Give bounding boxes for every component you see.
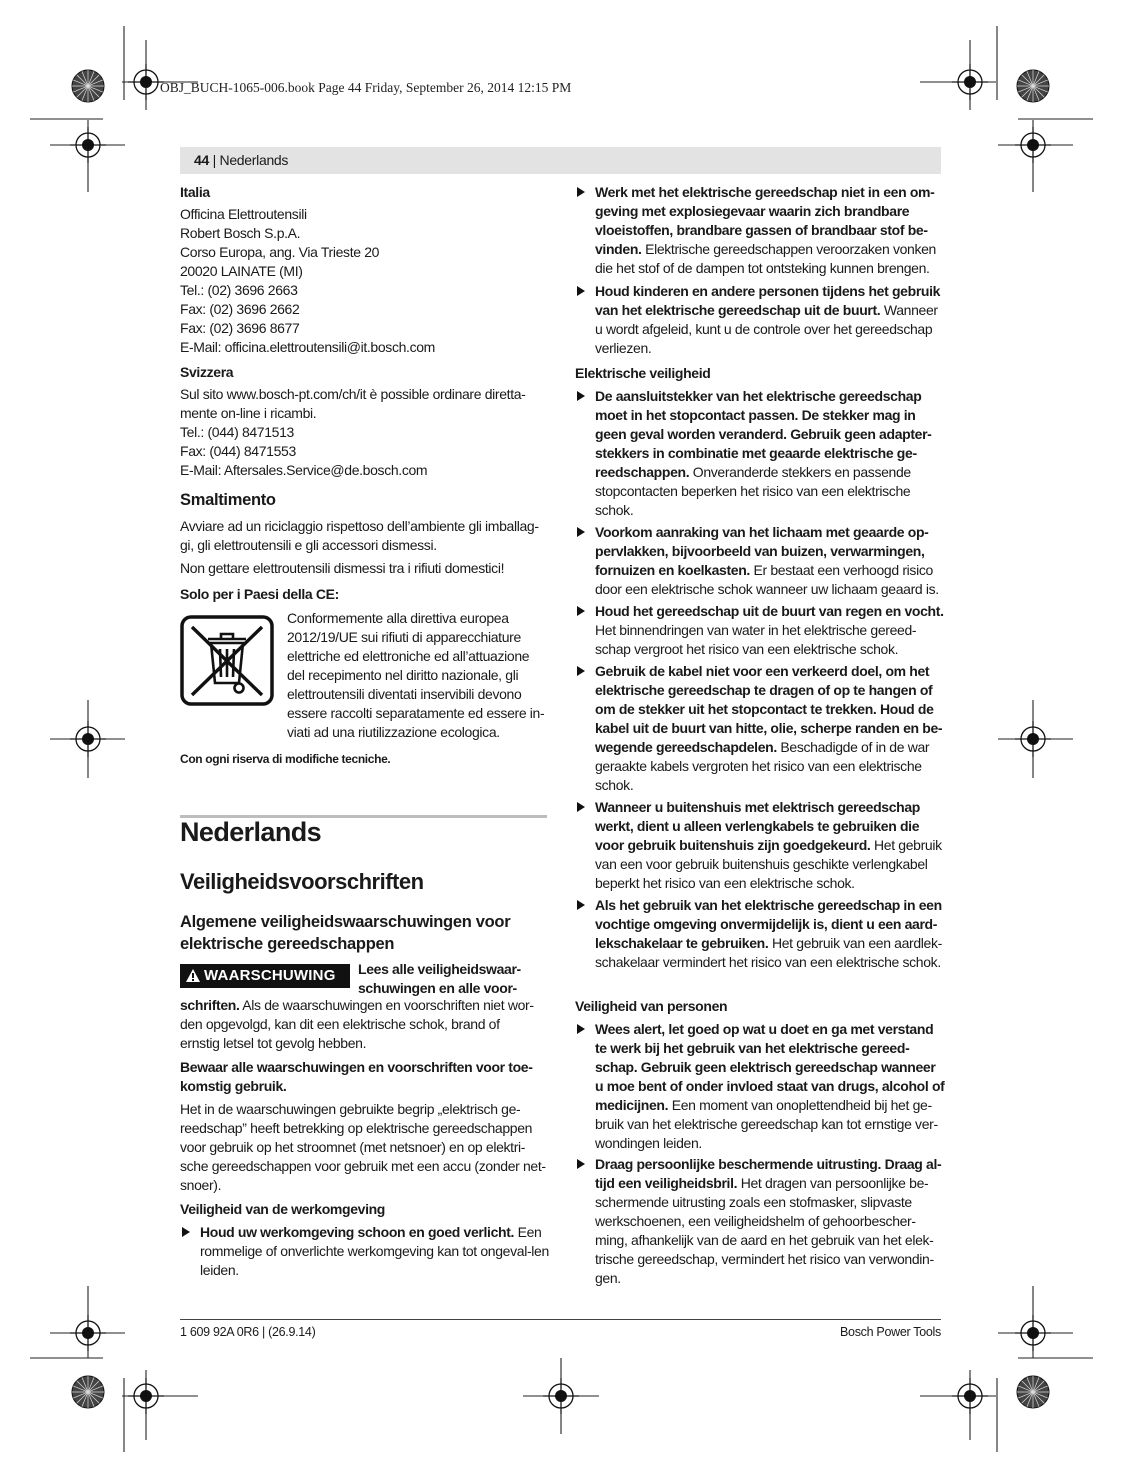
heading-algemene [180, 911, 550, 955]
text-line: komstig gebruik. [180, 1078, 287, 1094]
begrip-paragraph [180, 1100, 552, 1195]
bullet-arrow-icon [577, 286, 585, 296]
text-line: viati ad una riutilizzazione ecologica. [287, 724, 500, 740]
header-separator: | [208, 152, 220, 168]
bullet-arrow-icon [577, 391, 585, 401]
bold-text: Wanneer u buitenshuis met elektrisch gereedschap werkt, dient u alleen verlengkabels te gebruiken die voor gebruik buitenshuis zijn goedgekeurd. [595, 799, 921, 853]
registration-mark-icon [1015, 1315, 1051, 1351]
text-line: Het in de waarschuwingen gebruikte begrip „elektrisch ge- [180, 1101, 521, 1117]
italia-section [180, 183, 550, 357]
weee-bin-icon [180, 615, 274, 706]
bullet-arrow-icon [577, 1024, 585, 1034]
page-number: 44 [194, 152, 209, 168]
heading-veiligheidsvoorschriften: Veiligheidsvoorschriften [180, 869, 424, 894]
bewaar-paragraph [180, 1058, 552, 1096]
text-span: Als de waarschuwingen en voorschriften niet wor- [239, 997, 534, 1013]
elektrische-veiligheid-title: Elektrische veiligheid [575, 365, 711, 381]
fax-line: Fax: (02) 3696 8677 [180, 320, 300, 336]
text-line: sche gereedschappen voor gebruik met een accu (zonder net- [180, 1158, 546, 1174]
bold-text: Houd het gereedschap uit de buurt van regen en vocht. [595, 603, 944, 619]
text-span: Onveranderde stekkers en passende stopcontacten beperken het risico van een elektrische schok. [595, 464, 911, 518]
heading-line: Algemene veiligheidswaarschuwingen voor [180, 913, 511, 931]
smaltimento-text [180, 517, 550, 578]
warning-badge [180, 964, 350, 988]
text-line [180, 996, 552, 1015]
registration-mark-icon [128, 64, 164, 100]
registration-mark-icon [952, 64, 988, 100]
bold-text: De aansluitstekker van het elektrische gereedschap moet in het stopcontact passen. De stekker mag in geen geval worden veranderd. Gebruik geen adapter-stekkers in combinatie met geaarde elektrische ge-reedschappen. [595, 388, 932, 480]
text-span: Elektrische gereedschappen veroorzaken vonken die het stof of de dampen tot ontsteking kunnen brengen. [595, 241, 936, 276]
footer-brand: Bosch Power Tools [840, 1325, 941, 1339]
text-span: Het dragen van persoonlijke be-schermende uitrusting zoals een stofmasker, slipvaste werkschoenen, een veiligheidshelm of gehoorbescher-ming, afhankelijk van de aard en het gebruik van het elek-trische gereedschap, vermindert het risico van verwondin-gen. [595, 1175, 934, 1286]
bullet-arrow-icon [577, 606, 585, 616]
heading-nederlands: Nederlands [180, 817, 322, 847]
bold-text: Draag persoonlijke beschermende uitrusting. Draag al-tijd een veiligheidsbril. [595, 1156, 942, 1191]
registration-mark-icon [70, 1315, 106, 1351]
text-span: Beschadigde of in de war geraakte kabels vergroten het risico van een elektrische schok. [595, 739, 930, 793]
text-line: den opgevolgd, kan dit een elektrische schok, brand of [180, 1016, 500, 1032]
registration-mark-icon [70, 721, 106, 757]
registration-mark-icon [1015, 721, 1051, 757]
address-line: Corso Europa, ang. Via Trieste 20 [180, 244, 380, 260]
text-span: Het binnendringen van water in het elektrische gereed-schap vergroot het risico van een elektrische schok. [595, 622, 917, 657]
registration-mark-icon [1015, 127, 1051, 163]
color-wheel-icon [72, 70, 104, 102]
address-line: Officina Elettroutensili [180, 206, 307, 222]
werkomgeving-title: Veiligheid van de werkomgeving [180, 1201, 386, 1217]
address-line: 20020 LAINATE (MI) [180, 263, 303, 279]
heading-line: elektrische gereedschappen [180, 935, 395, 953]
text-line: gi, gli elettroutensili e gli accessori dismessi. [180, 537, 437, 553]
fax-line: Fax: (02) 3696 2662 [180, 301, 300, 317]
registration-mark-icon [128, 1378, 164, 1414]
text-span: Het gebruik van een aardlek-schakelaar vermindert het risico van een elektrische schok. [595, 935, 942, 970]
italia-title: Italia [180, 184, 210, 200]
address-line: Robert Bosch S.p.A. [180, 225, 301, 241]
text-line: schuwingen en alle voor- [358, 980, 517, 996]
bold-text: Gebruik de kabel niet voor een verkeerd doel, om het elektrische gereedschap te dragen of op te hangen of om de stekker uit het stopcontact te trekken. Houd de kabel uit de buurt van hitte, olie, scherpe randen en be-wegende gereedschapdelen. [595, 663, 943, 755]
footer-divider [180, 1319, 941, 1320]
registration-mark-icon [952, 1378, 988, 1414]
text-line: elettriche ed elettroniche ed all’attuazione [287, 648, 530, 664]
book-info-line: OBJ_BUCH-1065-006.book Page 44 Friday, September 26, 2014 12:15 PM [160, 80, 572, 95]
bullet-arrow-icon [577, 1159, 585, 1169]
smaltimento-heading: Smaltimento [180, 491, 276, 509]
text-line: voor gebruik op het stroomnet (met netsnoer) en op elektri- [180, 1139, 526, 1155]
text-span: Het gebruik van een voor gebruik buitenshuis geschikte verlengkabel beperkt het risico van een elektrische schok. [595, 837, 942, 891]
bullet-arrow-icon [577, 527, 585, 537]
text-line: Avviare ad un riciclaggio rispettoso dell’ambiente gli imballag- [180, 518, 539, 534]
page-header [180, 147, 941, 174]
email-line: E-Mail: Aftersales.Service@de.bosch.com [180, 462, 428, 478]
text-line: Bewaar alle waarschuwingen en voorschriften voor toe- [180, 1059, 533, 1075]
phone-line: Tel.: (044) 8471513 [180, 424, 294, 440]
bold-text: Houd kinderen en andere personen tijdens het gebruik van het elektrische gereedschap uit de buurt. [595, 283, 941, 318]
bullet-arrow-icon [577, 802, 585, 812]
ce-title: Solo per i Paesi della CE: [180, 586, 339, 602]
text-line: del recepimento nel diritto nazionale, gli [287, 667, 519, 683]
email-line: E-Mail: officina.elettroutensili@it.bosch.com [180, 339, 435, 355]
text-span: Er bestaat een verhoogd risico door een elektrische schok wanneer uw lichaam geaard is. [595, 562, 939, 597]
warning-triangle-icon [185, 968, 201, 983]
bullet-arrow-icon [577, 666, 585, 676]
bullet-arrow-icon [577, 900, 585, 910]
registration-mark-icon [543, 1378, 579, 1414]
svizzera-title: Svizzera [180, 364, 234, 380]
registration-mark-icon [70, 127, 106, 163]
text-line: 2012/19/UE sui rifiuti di apparecchiature [287, 629, 521, 645]
bold-text: Houd uw werkomgeving schoon en goed verlicht. [200, 1224, 515, 1240]
bullet-arrow-icon [182, 1227, 190, 1237]
header-language: Nederlands [219, 152, 289, 168]
bold-text: Voorkom aanraking van het lichaam met geaarde op-pervlakken, bijvoorbeeld van buizen, verwarmingen, fornuizen en koelkasten. [595, 524, 929, 578]
text-line: Sul sito www.bosch-pt.com/ch/it è possible ordinare diretta- [180, 386, 526, 402]
footer-doc-number: 1 609 92A 0R6 | (26.9.14) [180, 1325, 316, 1339]
text-span: Een moment van onoplettendheid bij het ge-bruik van het elektrische gereedschap kan tot ernstige ver-wondingen leiden. [595, 1097, 938, 1151]
riserva-note: Con ogni riserva di modifiche tecniche. [180, 752, 391, 766]
bullet-arrow-icon [577, 187, 585, 197]
text-line: essere raccolti separatamente ed essere in- [287, 705, 545, 721]
text-line: Lees alle veiligheidswaar- [358, 961, 521, 977]
text-line: reedschap” heeft betrekking op elektrische gereedschappen [180, 1120, 533, 1136]
text-span: Een rommelige of onverlichte werkomgeving kan tot ongeval-len leiden. [200, 1224, 549, 1278]
color-wheel-icon [1017, 1376, 1049, 1408]
text-line: Non gettare elettroutensili dismessi tra i rifiuti domestici! [180, 560, 505, 576]
text-span: Wanneer u wordt afgeleid, kunt u de controle over het gereedschap verliezen. [595, 302, 938, 356]
warning-intro-right [358, 960, 553, 998]
text-line: Conformemente alla direttiva europea [287, 610, 509, 626]
bold-text: Werk met het elektrische gereedschap niet in een om-geving met explosiegevaar waarin zich brandbare vloeistoffen, brandbare gassen of brandbaar stof be-vinden. [595, 184, 935, 257]
fax-line: Fax: (044) 8471553 [180, 443, 296, 459]
bold-text: Als het gebruik van het elektrische gereedschap in een vochtige omgeving onvermijdelijk is, dient u een aard-lekschakelaar te gebruiken. [595, 897, 942, 951]
text-line: elettroutensili diventati inservibili devono [287, 686, 522, 702]
text-line: snoer). [180, 1177, 222, 1193]
phone-line: Tel.: (02) 3696 2663 [180, 282, 298, 298]
bold-text: schriften. [180, 997, 240, 1013]
personen-title: Veiligheid van personen [575, 998, 728, 1014]
bold-text: Wees alert, let goed op wat u doet en ga met verstand te werk bij het gebruik van het elektrische gereed-schap. Gebruik geen elektrisch gereedschap wanneer u moe bent of onder invloed staat van drugs, alcohol of medicijnen. [595, 1021, 945, 1113]
svizzera-section [180, 363, 550, 480]
ce-text [287, 609, 552, 742]
text-line: ernstig letsel tot gevolg hebben. [180, 1035, 367, 1051]
warning-badge-label: WAARSCHUWING [204, 967, 336, 984]
warning-paragraph [180, 996, 552, 1053]
color-wheel-icon [1017, 70, 1049, 102]
color-wheel-icon [72, 1376, 104, 1408]
text-line: mente on-line i ricambi. [180, 405, 317, 421]
